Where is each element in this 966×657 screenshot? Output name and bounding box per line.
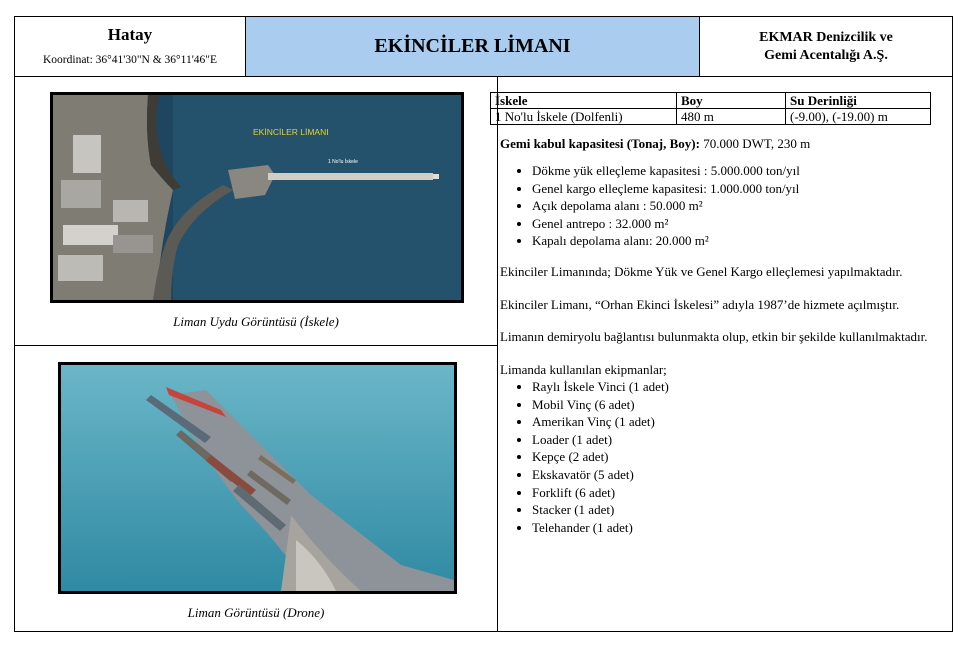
drone-image <box>58 362 457 594</box>
list-item: • Genel antrepo : 32.000 m² <box>532 215 931 233</box>
satellite-title-label: EKİNCİLER LİMANI <box>253 127 329 137</box>
list-item: • Forklift (6 adet) <box>532 484 931 502</box>
company-name-line1: EKMAR Denizcilik ve <box>759 30 893 45</box>
list-item: • Ekskavatör (5 adet) <box>532 466 931 484</box>
list-item: • Stacker (1 adet) <box>532 501 931 519</box>
ship-capacity-label: Gemi kabul kapasitesi (Tonaj, Boy): <box>500 136 700 151</box>
table-row <box>491 109 931 125</box>
list-item: • Kepçe (2 adet) <box>532 448 931 466</box>
paragraph: Ekinciler Limanında; Dökme Yük ve Genel Kargo elleçlemesi yapılmaktadır. <box>500 263 903 279</box>
capacity-list <box>490 162 931 250</box>
list-item: • Mobil Vinç (6 adet) <box>532 396 931 414</box>
info-column <box>490 92 931 536</box>
title-cell <box>246 17 700 76</box>
satellite-pier-label: 1 No'lu İskele <box>328 159 358 165</box>
equipment-list <box>490 378 931 536</box>
list-item: • Kapalı depolama alanı: 20.000 m² <box>532 232 931 250</box>
header-length: Boy <box>677 93 786 109</box>
company-cell <box>700 17 952 76</box>
list-item: • Genel kargo elleçleme kapasitesi: 1.000.000 ton/yıl <box>532 180 931 198</box>
paragraph: Ekinciler Limanı, “Orhan Ekinci İskelesi” adıyla 1987’de hizmete açılmıştır. <box>500 296 900 312</box>
header-row <box>15 17 952 77</box>
list-item: • Dökme yük elleçleme kapasitesi : 5.000.000 ton/yıl <box>532 162 931 180</box>
list-item: • Açık depolama alanı : 50.000 m² <box>532 197 931 215</box>
ship-capacity <box>500 136 931 152</box>
satellite-image <box>50 92 464 303</box>
location-cell <box>15 17 246 76</box>
city-name: Hatay <box>107 25 153 44</box>
cell-pier: 1 No'lu İskele (Dolfenli) <box>491 109 677 125</box>
port-title: EKİNCİLER LİMANI <box>374 35 571 57</box>
cell-length: 480 m <box>677 109 786 125</box>
paragraph: Limanın demiryolu bağlantısı bulunmakta olup, etkin bir şekilde kullanılmaktadır. <box>500 328 928 344</box>
coordinates: Koordinat: 36°41'30"N & 36°11'46"E <box>42 54 218 66</box>
table-header-row <box>491 93 931 109</box>
list-item: • Telehander (1 adet) <box>532 519 931 537</box>
cell-depth: (-9.00), (-19.00) m <box>786 109 931 125</box>
drone-caption: Liman Görüntüsü (Drone) <box>187 605 325 620</box>
image-divider <box>15 345 497 346</box>
header-pier: İskele <box>491 93 677 109</box>
satellite-caption: Liman Uydu Görüntüsü (İskele) <box>173 314 339 329</box>
company-name-line2: Gemi Acentalığı A.Ş. <box>764 48 888 63</box>
ship-capacity-value: 70.000 DWT, 230 m <box>699 136 811 151</box>
pier-table <box>490 92 931 125</box>
list-item: • Amerikan Vinç (1 adet) <box>532 413 931 431</box>
equipment-intro: Limanda kullanılan ekipmanlar; <box>500 361 667 377</box>
list-item: • Loader (1 adet) <box>532 431 931 449</box>
header-depth: Su Derinliği <box>786 93 931 109</box>
list-item: • Raylı İskele Vinci (1 adet) <box>532 378 931 396</box>
